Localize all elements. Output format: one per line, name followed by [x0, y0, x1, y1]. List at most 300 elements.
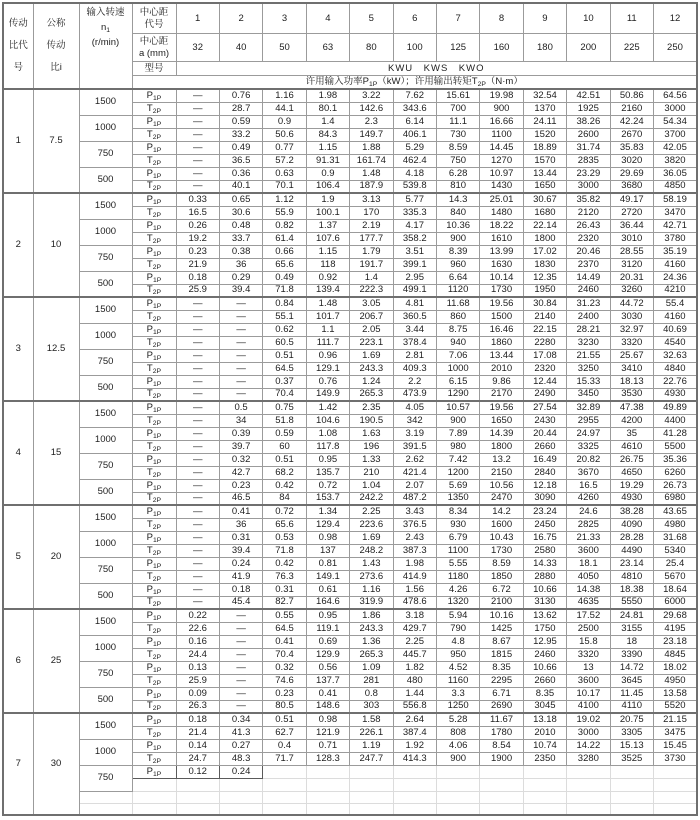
- value-cell: 2955: [567, 414, 610, 427]
- value-cell: 6.64: [436, 271, 479, 284]
- value-cell: —: [176, 336, 219, 349]
- p1p-label: $P_{1P}$: [132, 375, 176, 388]
- value-cell: 61.4: [263, 232, 306, 245]
- input-speed-symbol: $n_1$: [100, 21, 111, 34]
- center-distance-value: 50: [263, 34, 306, 62]
- value-cell: 2.19: [350, 219, 393, 232]
- p1p-label: $P_{1P}$: [132, 401, 176, 414]
- value-cell: 2100: [480, 596, 523, 609]
- value-cell: 2835: [567, 154, 610, 167]
- center-distance-value: 80: [350, 34, 393, 62]
- value-cell: 100.1: [306, 206, 349, 219]
- value-cell: 2.25: [393, 635, 436, 648]
- value-cell: 0.53: [263, 531, 306, 544]
- value-cell: 6.14: [393, 115, 436, 128]
- value-cell: 2430: [523, 414, 566, 427]
- input-speed-cell: 1500: [79, 89, 132, 115]
- value-cell: 0.22: [176, 609, 219, 622]
- value-cell: 243.3: [350, 622, 393, 635]
- value-cell: 58.19: [653, 193, 697, 206]
- value-cell: 40.69: [653, 323, 697, 336]
- value-cell: 3.13: [350, 193, 393, 206]
- p1p-label: $P_{1P}$: [132, 141, 176, 154]
- value-cell: 12.18: [523, 479, 566, 492]
- p1p-label: $P_{1P}$: [132, 479, 176, 492]
- value-cell: 3.3: [436, 687, 479, 700]
- value-cell: 2350: [523, 752, 566, 765]
- p1p-label: $P_{1P}$: [132, 193, 176, 206]
- model-label: 型号: [132, 61, 176, 75]
- value-cell: 4930: [653, 388, 697, 401]
- input-speed-cell: 1500: [79, 297, 132, 323]
- value-cell: —: [176, 570, 219, 583]
- value-cell: 1.86: [350, 609, 393, 622]
- value-cell: 247.7: [350, 752, 393, 765]
- value-cell: 2295: [480, 674, 523, 687]
- value-cell: 2150: [480, 466, 523, 479]
- value-cell: 0.59: [263, 427, 306, 440]
- empty-cell: [306, 765, 349, 778]
- value-cell: 129.1: [306, 362, 349, 375]
- nominal-ratio-line: 传动: [46, 40, 66, 51]
- value-cell: 42.51: [567, 89, 610, 102]
- empty-cell: [610, 765, 653, 778]
- ratio-code-line: 比代: [8, 40, 28, 51]
- value-cell: 1480: [480, 206, 523, 219]
- value-cell: —: [176, 505, 219, 518]
- t2p-label: $T_{2P}$: [132, 414, 176, 427]
- p1p-label: $P_{1P}$: [132, 557, 176, 570]
- value-cell: 84.3: [306, 128, 349, 141]
- value-cell: 33.7: [219, 232, 262, 245]
- value-cell: 409.3: [393, 362, 436, 375]
- empty-cell: [176, 791, 219, 803]
- value-cell: —: [219, 388, 262, 401]
- empty-cell: [132, 778, 176, 791]
- table-row: [3, 141, 697, 154]
- empty-cell: [219, 803, 262, 815]
- value-cell: 0.75: [263, 401, 306, 414]
- t2p-label: $T_{2P}$: [132, 258, 176, 271]
- value-cell: 10.36: [436, 219, 479, 232]
- value-cell: 2.62: [393, 453, 436, 466]
- table-row: [3, 661, 697, 674]
- value-cell: —: [219, 674, 262, 687]
- table-row: [3, 245, 697, 258]
- value-cell: 1250: [436, 700, 479, 713]
- value-cell: 421.4: [393, 466, 436, 479]
- value-cell: 26.73: [653, 479, 697, 492]
- value-cell: 1830: [523, 258, 566, 271]
- value-cell: 5550: [610, 596, 653, 609]
- value-cell: 10.66: [523, 661, 566, 674]
- p1p-label: $P_{1P}$: [132, 115, 176, 128]
- t2p-label: $T_{2P}$: [132, 362, 176, 375]
- value-cell: 0.9: [263, 115, 306, 128]
- value-cell: 1.37: [306, 219, 349, 232]
- value-cell: 64.5: [263, 622, 306, 635]
- empty-cell: [653, 803, 697, 815]
- value-cell: —: [219, 609, 262, 622]
- value-cell: —: [176, 349, 219, 362]
- value-cell: 4260: [567, 492, 610, 505]
- value-cell: —: [176, 414, 219, 427]
- value-cell: 5520: [653, 700, 697, 713]
- value-cell: —: [219, 622, 262, 635]
- value-cell: 4.05: [393, 401, 436, 414]
- value-cell: 15.61: [436, 89, 479, 102]
- value-cell: 4400: [653, 414, 697, 427]
- value-cell: 1.44: [393, 687, 436, 700]
- value-cell: 65.6: [263, 518, 306, 531]
- value-cell: 51.8: [263, 414, 306, 427]
- value-cell: 3525: [610, 752, 653, 765]
- value-cell: 0.23: [176, 245, 219, 258]
- value-cell: —: [176, 583, 219, 596]
- value-cell: 1350: [436, 492, 479, 505]
- p1p-label: $P_{1P}$: [132, 297, 176, 310]
- value-cell: 24.11: [523, 115, 566, 128]
- p1p-label: $P_{1P}$: [132, 323, 176, 336]
- p1p-label: $P_{1P}$: [132, 609, 176, 622]
- value-cell: 23.18: [653, 635, 697, 648]
- value-cell: 10.16: [480, 609, 523, 622]
- value-cell: 900: [480, 102, 523, 115]
- value-cell: 3155: [610, 622, 653, 635]
- value-cell: 21.9: [176, 258, 219, 271]
- value-cell: 3390: [610, 648, 653, 661]
- value-cell: 196: [350, 440, 393, 453]
- value-cell: 23.14: [610, 557, 653, 570]
- input-speed-cell: 750: [79, 453, 132, 479]
- value-cell: 3470: [653, 206, 697, 219]
- value-cell: 1950: [523, 284, 566, 297]
- p1p-label: $P_{1P}$: [132, 661, 176, 674]
- value-cell: 29.69: [610, 167, 653, 180]
- value-cell: 1.4: [306, 115, 349, 128]
- value-cell: 387.3: [393, 544, 436, 557]
- power-torque-note: 许用输入功率$P_{1P}(kW)$；许用输出转矩$T_{2P}(N\cdot m)$: [132, 76, 697, 89]
- value-cell: 2660: [523, 440, 566, 453]
- value-cell: 164.6: [306, 596, 349, 609]
- empty-cell: [79, 803, 132, 815]
- value-cell: 1650: [523, 180, 566, 193]
- value-cell: 50.6: [263, 128, 306, 141]
- value-cell: —: [176, 440, 219, 453]
- value-cell: 3230: [567, 336, 610, 349]
- value-cell: —: [176, 167, 219, 180]
- p1p-label: $P_{1P}$: [132, 687, 176, 700]
- value-cell: 42.71: [653, 219, 697, 232]
- value-cell: 0.69: [306, 635, 349, 648]
- p1p-label: $P_{1P}$: [132, 427, 176, 440]
- input-speed-cell: 500: [79, 167, 132, 193]
- value-cell: 18.22: [480, 219, 523, 232]
- value-cell: 4845: [653, 648, 697, 661]
- value-cell: 1.09: [350, 661, 393, 674]
- value-cell: 6.15: [436, 375, 479, 388]
- value-cell: 242.2: [350, 492, 393, 505]
- value-cell: 22.6: [176, 622, 219, 635]
- p1p-label: $P_{1P}$: [132, 349, 176, 362]
- empty-cell: [480, 765, 523, 778]
- value-cell: 55.4: [653, 297, 697, 310]
- center-distance-code: 7: [436, 3, 479, 34]
- empty-cell: [263, 778, 306, 791]
- value-cell: 1.15: [306, 141, 349, 154]
- value-cell: 5.29: [393, 141, 436, 154]
- value-cell: 68.2: [263, 466, 306, 479]
- value-cell: 3000: [653, 102, 697, 115]
- value-cell: 3600: [567, 544, 610, 557]
- value-cell: 1.98: [306, 89, 349, 102]
- empty-cell: [176, 803, 219, 815]
- value-cell: 36.5: [219, 154, 262, 167]
- value-cell: 32.97: [610, 323, 653, 336]
- value-cell: 790: [436, 622, 479, 635]
- value-cell: 0.39: [219, 427, 262, 440]
- value-cell: 35.82: [567, 193, 610, 206]
- value-cell: 135.7: [306, 466, 349, 479]
- table-row: [3, 401, 697, 414]
- value-cell: 2460: [523, 648, 566, 661]
- value-cell: 480: [393, 674, 436, 687]
- value-cell: 91.31: [306, 154, 349, 167]
- empty-cell: [567, 765, 610, 778]
- value-cell: 4160: [653, 310, 697, 323]
- value-cell: 11.68: [436, 297, 479, 310]
- value-cell: 80.5: [263, 700, 306, 713]
- value-cell: 18.1: [567, 557, 610, 570]
- col-header-input-speed: [79, 3, 132, 89]
- input-speed-cell: 1000: [79, 739, 132, 765]
- value-cell: —: [176, 401, 219, 414]
- value-cell: 1270: [480, 154, 523, 167]
- value-cell: 55.1: [263, 310, 306, 323]
- t2p-label: $T_{2P}$: [132, 440, 176, 453]
- value-cell: 39.4: [219, 284, 262, 297]
- value-cell: 730: [436, 128, 479, 141]
- value-cell: 4930: [610, 492, 653, 505]
- value-cell: 8.54: [480, 739, 523, 752]
- spec-table: [2, 2, 698, 816]
- value-cell: 64.5: [263, 362, 306, 375]
- value-cell: 0.84: [263, 297, 306, 310]
- value-cell: 2.3: [350, 115, 393, 128]
- p1p-label: $P_{1P}$: [132, 583, 176, 596]
- p1p-label: $P_{1P}$: [132, 245, 176, 258]
- value-cell: 2840: [523, 466, 566, 479]
- value-cell: 980: [436, 440, 479, 453]
- p1p-label: $P_{1P}$: [132, 453, 176, 466]
- nominal-ratio-cell: 10: [33, 193, 79, 297]
- value-cell: 15.33: [567, 375, 610, 388]
- p1p-label: $P_{1P}$: [132, 219, 176, 232]
- ratio-code-cell: 2: [3, 193, 33, 297]
- value-cell: 1.48: [350, 167, 393, 180]
- value-cell: 0.82: [263, 219, 306, 232]
- value-cell: 3600: [567, 674, 610, 687]
- value-cell: 3730: [653, 752, 697, 765]
- value-cell: 0.49: [263, 271, 306, 284]
- value-cell: 137.7: [306, 674, 349, 687]
- value-cell: 18: [610, 635, 653, 648]
- value-cell: 36: [219, 518, 262, 531]
- value-cell: 43.65: [653, 505, 697, 518]
- p1p-label: $P_{1P}$: [132, 713, 176, 726]
- value-cell: 8.67: [480, 635, 523, 648]
- value-cell: 0.51: [263, 713, 306, 726]
- value-cell: 8.34: [436, 505, 479, 518]
- value-cell: 0.76: [219, 89, 262, 102]
- col-header-nominal-ratio: [33, 3, 79, 89]
- value-cell: 4610: [610, 440, 653, 453]
- value-cell: 3030: [610, 310, 653, 323]
- empty-grid-row: [3, 803, 697, 815]
- value-cell: 3280: [567, 752, 610, 765]
- value-cell: 20.44: [523, 427, 566, 440]
- value-cell: 243.3: [350, 362, 393, 375]
- value-cell: 62.7: [263, 726, 306, 739]
- empty-cell: [219, 778, 262, 791]
- value-cell: 1680: [523, 206, 566, 219]
- value-cell: 4.06: [436, 739, 479, 752]
- value-cell: 222.3: [350, 284, 393, 297]
- p1p-label: $P_{1P}$: [132, 739, 176, 752]
- value-cell: 0.31: [219, 531, 262, 544]
- empty-cell: [480, 778, 523, 791]
- value-cell: 3120: [610, 258, 653, 271]
- value-cell: 26.75: [610, 453, 653, 466]
- value-cell: 700: [436, 102, 479, 115]
- value-cell: 2.2: [393, 375, 436, 388]
- value-cell: 2170: [480, 388, 523, 401]
- value-cell: 0.38: [219, 245, 262, 258]
- t2p-label: $T_{2P}$: [132, 154, 176, 167]
- value-cell: 378.4: [393, 336, 436, 349]
- value-cell: —: [219, 362, 262, 375]
- table-body: [3, 89, 697, 815]
- value-cell: 48.3: [219, 752, 262, 765]
- value-cell: 8.75: [436, 323, 479, 336]
- value-cell: —: [176, 102, 219, 115]
- value-cell: 0.42: [263, 479, 306, 492]
- value-cell: 16.66: [480, 115, 523, 128]
- value-cell: 1.4: [350, 271, 393, 284]
- value-cell: 0.27: [219, 739, 262, 752]
- empty-cell: [263, 803, 306, 815]
- input-speed-cell: 750: [79, 141, 132, 167]
- value-cell: 45.4: [219, 596, 262, 609]
- value-cell: 3260: [610, 284, 653, 297]
- empty-cell: [132, 791, 176, 803]
- value-cell: 1860: [480, 336, 523, 349]
- value-cell: 4110: [610, 700, 653, 713]
- value-cell: —: [176, 362, 219, 375]
- t2p-label: $T_{2P}$: [132, 232, 176, 245]
- value-cell: 4635: [567, 596, 610, 609]
- value-cell: 0.77: [263, 141, 306, 154]
- value-cell: 20.46: [567, 245, 610, 258]
- t2p-label: $T_{2P}$: [132, 622, 176, 635]
- value-cell: 281: [350, 674, 393, 687]
- center-distance-code: 11: [610, 3, 653, 34]
- value-cell: 900: [436, 232, 479, 245]
- value-cell: 1180: [436, 570, 479, 583]
- input-speed-cell: 1000: [79, 219, 132, 245]
- value-cell: 0.8: [350, 687, 393, 700]
- value-cell: —: [219, 323, 262, 336]
- t2p-label: $T_{2P}$: [132, 674, 176, 687]
- value-cell: 6260: [653, 466, 697, 479]
- table-row: [3, 687, 697, 700]
- value-cell: 21.55: [567, 349, 610, 362]
- center-distance-label: 中心距 a (mm): [132, 34, 176, 62]
- col-header-ratio-code: [3, 3, 33, 89]
- empty-cell: [436, 778, 479, 791]
- center-distance-code: 1: [176, 3, 219, 34]
- value-cell: 0.18: [176, 713, 219, 726]
- value-cell: 34: [219, 414, 262, 427]
- value-cell: 16.75: [523, 531, 566, 544]
- empty-cell: [393, 765, 436, 778]
- input-speed-cell: 500: [79, 375, 132, 401]
- value-cell: 10.17: [567, 687, 610, 700]
- value-cell: 2120: [567, 206, 610, 219]
- center-distance-code: 6: [393, 3, 436, 34]
- empty-cell: [523, 765, 566, 778]
- t2p-label: $T_{2P}$: [132, 466, 176, 479]
- t2p-label: $T_{2P}$: [132, 752, 176, 765]
- table-row: [3, 375, 697, 388]
- value-cell: 226.1: [350, 726, 393, 739]
- value-cell: 111.7: [306, 336, 349, 349]
- ratio-code-cell: 7: [3, 713, 33, 815]
- value-cell: 0.95: [306, 609, 349, 622]
- value-cell: 15.13: [610, 739, 653, 752]
- value-cell: 17.08: [523, 349, 566, 362]
- value-cell: 3530: [610, 388, 653, 401]
- value-cell: 1.56: [393, 583, 436, 596]
- value-cell: 3.22: [350, 89, 393, 102]
- empty-cell: [653, 778, 697, 791]
- value-cell: 487.2: [393, 492, 436, 505]
- value-cell: 4840: [653, 362, 697, 375]
- value-cell: 149.9: [306, 388, 349, 401]
- value-cell: 0.41: [219, 505, 262, 518]
- value-cell: 19.56: [480, 297, 523, 310]
- value-cell: 2320: [567, 232, 610, 245]
- table-row: [3, 609, 697, 622]
- value-cell: 2010: [523, 726, 566, 739]
- value-cell: 0.41: [263, 635, 306, 648]
- value-cell: 21.15: [653, 713, 697, 726]
- value-cell: 44.72: [610, 297, 653, 310]
- value-cell: 60.5: [263, 336, 306, 349]
- input-speed-cell: 1500: [79, 609, 132, 635]
- value-cell: 13.18: [523, 713, 566, 726]
- value-cell: 4.8: [436, 635, 479, 648]
- value-cell: 3.18: [393, 609, 436, 622]
- input-speed-cell: 500: [79, 271, 132, 297]
- value-cell: 119.1: [306, 622, 349, 635]
- value-cell: —: [219, 375, 262, 388]
- value-cell: 31.68: [653, 531, 697, 544]
- table-row: [3, 349, 697, 362]
- value-cell: 0.61: [306, 583, 349, 596]
- value-cell: —: [219, 297, 262, 310]
- value-cell: 3000: [567, 726, 610, 739]
